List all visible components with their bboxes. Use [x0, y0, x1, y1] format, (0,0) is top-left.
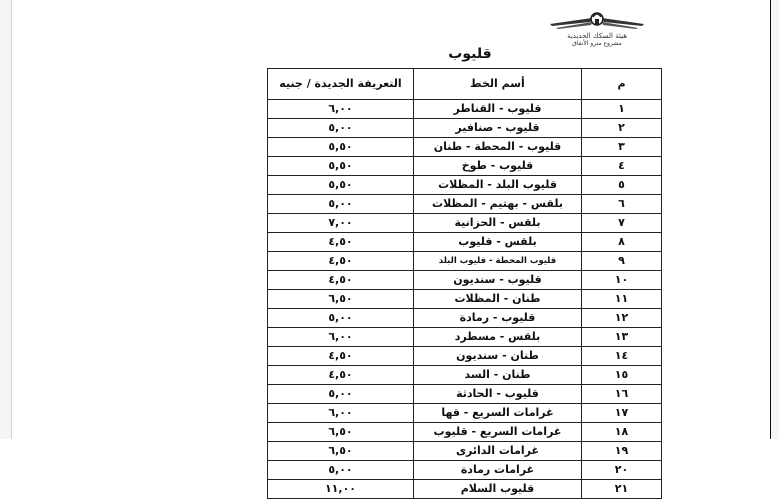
table-row — [268, 442, 662, 461]
fare-price-cell: ٦,٥٠ — [268, 423, 414, 442]
row-number-cell: ٥ — [582, 176, 662, 195]
table-row — [268, 366, 662, 385]
fare-price-cell: ٤,٥٠ — [268, 252, 414, 271]
line-name-cell: غرامات السريع - قليوب — [414, 423, 582, 442]
table-row — [268, 290, 662, 309]
table-row — [268, 138, 662, 157]
table-row — [268, 271, 662, 290]
railway-logo — [538, 8, 656, 48]
fare-price-cell: ٦,٥٠ — [268, 290, 414, 309]
fare-price-cell: ٥,٥٠ — [268, 157, 414, 176]
line-name-cell: قليوب - القناطر — [414, 100, 582, 119]
row-number-cell: ٧ — [582, 214, 662, 233]
table-row — [268, 100, 662, 119]
row-number-cell: ٣ — [582, 138, 662, 157]
fare-price-cell: ٤,٥٠ — [268, 347, 414, 366]
fare-price-cell: ٥,٠٠ — [268, 461, 414, 480]
page-right-margin — [771, 0, 779, 439]
fare-price-cell: ٦,٠٠ — [268, 328, 414, 347]
fare-price-cell: ٥,٠٠ — [268, 385, 414, 404]
logo-text-line2: مشروع مترو الأنفاق — [572, 40, 622, 47]
row-number-cell: ١٩ — [582, 442, 662, 461]
line-name-cell: بلقس - قليوب — [414, 233, 582, 252]
line-name-cell: غرامات السريع - قها — [414, 404, 582, 423]
table-row — [268, 328, 662, 347]
fare-price-cell: ٧,٠٠ — [268, 214, 414, 233]
line-name-cell: قليوب - الحادثة — [414, 385, 582, 404]
table-row — [268, 214, 662, 233]
table-row — [268, 157, 662, 176]
row-number-cell: ١٦ — [582, 385, 662, 404]
fare-price-cell: ٥,٠٠ — [268, 195, 414, 214]
line-name-cell: قليوب - سنديون — [414, 271, 582, 290]
table-header-row — [268, 69, 662, 100]
fare-price-cell: ٦,٠٠ — [268, 404, 414, 423]
row-number-cell: ١٠ — [582, 271, 662, 290]
line-name-cell: قليوب البلد - المظلات — [414, 176, 582, 195]
fare-price-cell: ١١,٠٠ — [268, 480, 414, 499]
line-name-cell: طنان - السد — [414, 366, 582, 385]
fare-price-cell: ٥,٥٠ — [268, 138, 414, 157]
fare-price-cell: ٤,٥٠ — [268, 271, 414, 290]
line-name-cell: قليوب - رمادة — [414, 309, 582, 328]
line-name-cell: قليوب المحطة - قليوب البلد — [414, 252, 582, 271]
table-row — [268, 423, 662, 442]
fare-price-cell: ٥,٠٠ — [268, 309, 414, 328]
line-name-cell: غرامات رمادة — [414, 461, 582, 480]
row-number-cell: ٢ — [582, 119, 662, 138]
row-number-cell: ٨ — [582, 233, 662, 252]
table-row — [268, 119, 662, 138]
fare-price-cell: ٥,٠٠ — [268, 119, 414, 138]
line-name-cell: قليوب - المحطة - طنان — [414, 138, 582, 157]
page-title: قليوب — [448, 46, 492, 62]
header-line-name: أسم الخط — [414, 69, 582, 100]
table-row — [268, 233, 662, 252]
row-number-cell: ١٧ — [582, 404, 662, 423]
logo-text-line1: هيئة السكك الحديدية — [567, 32, 627, 40]
fare-price-cell: ٦,٥٠ — [268, 442, 414, 461]
line-name-cell: بلقس - بهتيم - المظلات — [414, 195, 582, 214]
fares-table-body — [268, 100, 662, 499]
row-number-cell: ٤ — [582, 157, 662, 176]
fare-price-cell: ٤,٥٠ — [268, 366, 414, 385]
table-row — [268, 309, 662, 328]
table-row — [268, 385, 662, 404]
fare-price-cell: ٦,٠٠ — [268, 100, 414, 119]
header-price: التعريفة الجديدة / جنيه — [268, 69, 414, 100]
row-number-cell: ١٥ — [582, 366, 662, 385]
table-row — [268, 176, 662, 195]
line-name-cell: قليوب السلام — [414, 480, 582, 499]
table-row — [268, 461, 662, 480]
table-row — [268, 480, 662, 499]
table-row — [268, 347, 662, 366]
row-number-cell: ١١ — [582, 290, 662, 309]
row-number-cell: ٢١ — [582, 480, 662, 499]
row-number-cell: ٢٠ — [582, 461, 662, 480]
page-left-margin — [0, 0, 12, 439]
header-number: م — [582, 69, 662, 100]
fare-price-cell: ٤,٥٠ — [268, 233, 414, 252]
table-row — [268, 195, 662, 214]
winged-emblem-icon — [538, 8, 656, 32]
row-number-cell: ١ — [582, 100, 662, 119]
line-name-cell: طنان - المظلات — [414, 290, 582, 309]
table-row — [268, 404, 662, 423]
fare-price-cell: ٥,٥٠ — [268, 176, 414, 195]
table-row — [268, 252, 662, 271]
line-name-cell: قليوب - صنافير — [414, 119, 582, 138]
row-number-cell: ١٢ — [582, 309, 662, 328]
row-number-cell: ١٣ — [582, 328, 662, 347]
row-number-cell: ٩ — [582, 252, 662, 271]
line-name-cell: قليوب - طوخ — [414, 157, 582, 176]
line-name-cell: طنان - سنديون — [414, 347, 582, 366]
line-name-cell: بلقس - الحزانية — [414, 214, 582, 233]
row-number-cell: ٦ — [582, 195, 662, 214]
row-number-cell: ١٨ — [582, 423, 662, 442]
fares-table — [267, 68, 662, 499]
line-name-cell: بلقس - مسطرد — [414, 328, 582, 347]
row-number-cell: ١٤ — [582, 347, 662, 366]
line-name-cell: غرامات الدائرى — [414, 442, 582, 461]
